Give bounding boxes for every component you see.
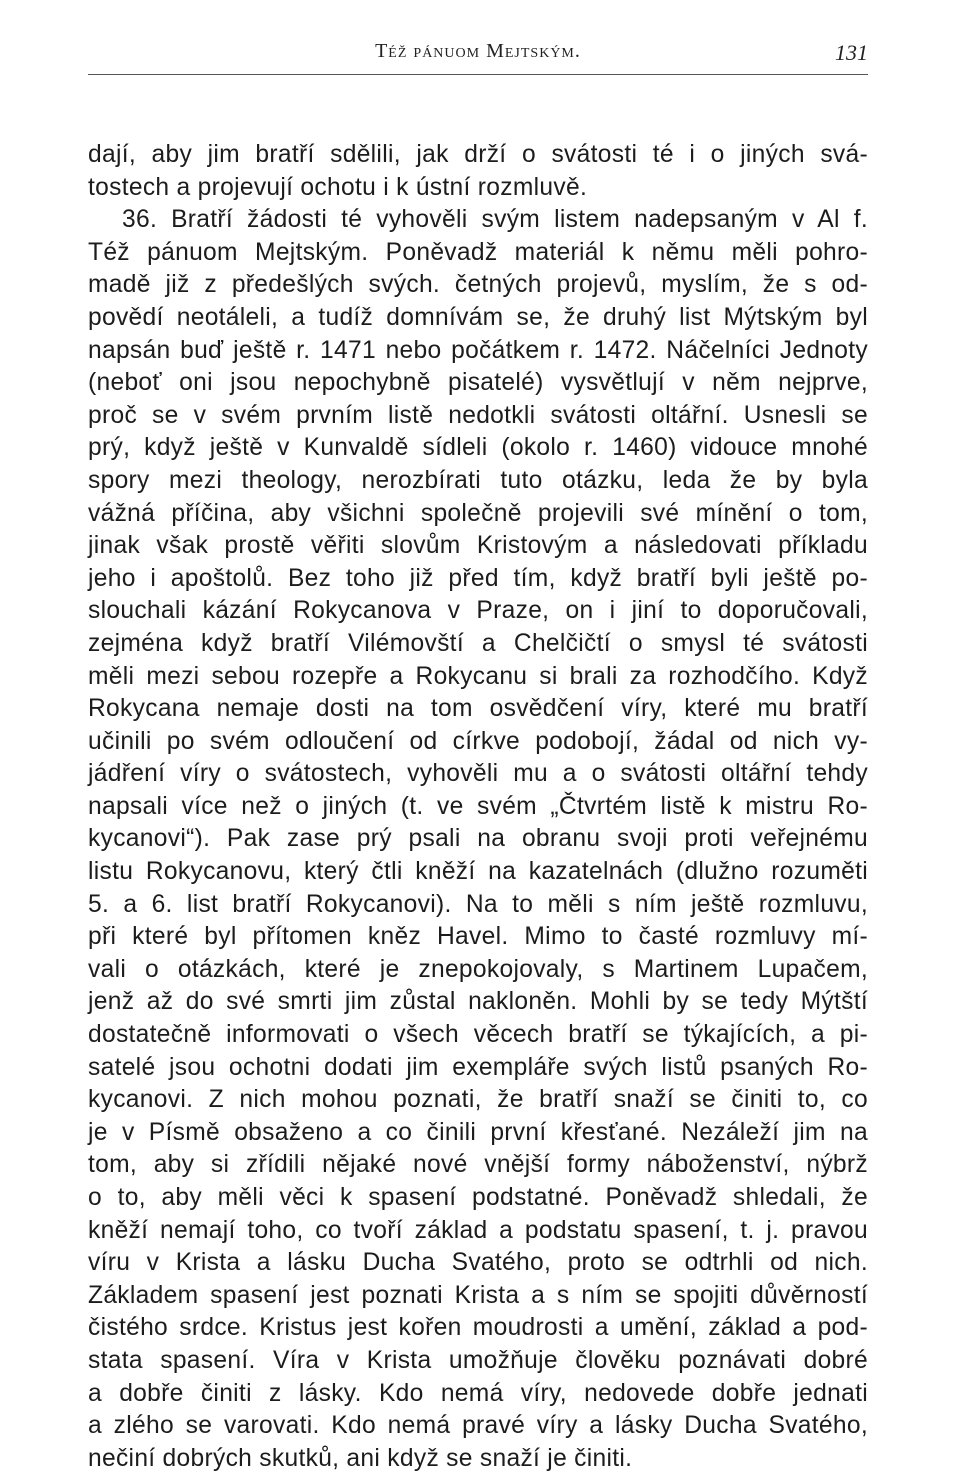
- text-line: jeho i apoštolů. Bez toho již před tím, když bratří byli ještě po-: [88, 564, 868, 592]
- text-line: proč se v svém prvním listě nedotkli svátosti oltářní. Usnesli se: [88, 401, 868, 429]
- text-line: 36. Bratří žádosti té vyhověli svým listem nadepsaným v Al f.: [122, 206, 868, 234]
- text-line: satelé jsou ochotni dodati jim exempláře svých listů psaných Ro-: [88, 1053, 868, 1081]
- text-line: kněží nemají toho, co tvoří základ a podstatu spasení, t. j. pravou: [88, 1216, 868, 1244]
- header-rule: [88, 74, 868, 75]
- text-line: zejména když bratří Vilémovští a Chelčičtí o smysl té svátosti: [88, 629, 868, 657]
- body-text: [88, 139, 868, 1475]
- text-line: a zlého se varovati. Kdo nemá pravé víry a lásky Ducha Svatého,: [88, 1412, 868, 1440]
- text-line: slouchali kázání Rokycanova v Praze, on i jiní to doporučovali,: [88, 597, 868, 625]
- text-line: stata spasení. Víra v Krista umožňuje člověku poznávati dobré: [88, 1346, 868, 1374]
- text-line: měli mezi sebou rozepře a Rokycanu si brali za rozhodčího. Když: [88, 662, 868, 690]
- text-line: a dobře činiti z lásky. Kdo nemá víry, nedovede dobře jednati: [88, 1379, 868, 1407]
- text-line: víru v Krista a lásku Ducha Svatého, proto se odtrhli od nich.: [88, 1249, 868, 1277]
- text-line: Základem spasení jest poznati Krista a s ním se spojiti důvěrností: [88, 1281, 868, 1309]
- text-line: je v Písmě obsaženo a co činili první křesťané. Nezáleží jim na: [88, 1118, 868, 1146]
- running-head: [88, 40, 868, 76]
- text-line: (neboť oni jsou nepochybně pisatelé) vysvětlují v něm nejprve,: [88, 369, 868, 397]
- text-line: madě již z předešlých svých. četných projevů, myslím, že s od-: [88, 271, 868, 299]
- running-title: Též pánuom Mejtským.: [375, 40, 581, 62]
- text-line: o to, aby měli věci k spasení podstatné. Poněvadž shledali, že: [88, 1184, 868, 1211]
- text-line: spory mezi theology, nerozbírati tuto otázku, leda že by byla: [88, 466, 868, 494]
- text-line: dají, aby jim bratří sdělili, jak drží o svátosti té i o jiných svá-: [88, 141, 868, 168]
- text-line: Též pánuom Mejtským. Poněvadž materiál k němu měli pohro-: [88, 238, 868, 266]
- text-line: listu Rokycanovu, který čtli kněží na kazatelnách (dlužno rozuměti: [88, 858, 868, 886]
- text-line: vážná příčina, aby všichni společně projevili své mínění o tom,: [88, 499, 868, 527]
- text-line: tostech a projevují ochotu i k ústní rozmluvě.: [88, 173, 588, 201]
- text-line: jádření víry o svátostech, vyhověli mu a o svátosti oltářní tehdy: [88, 760, 868, 788]
- page-number: 131: [835, 40, 868, 65]
- text-line: Rokycana nemaje dosti na tom osvědčení víry, které mu bratří: [88, 695, 868, 723]
- text-line: kycanovi“). Pak zase prý psali na obranu svoji proti veřejnému: [88, 825, 868, 853]
- text-line: jinak však prostě věřiti slovům Kristovým a následovati příkladu: [88, 532, 868, 560]
- text-line: dostatečně informovati o všech věcech bratří se týkajících, a pi-: [88, 1021, 868, 1049]
- text-line: napsán buď ještě r. 1471 nebo počátkem r. 1472. Náčelníci Jednoty: [88, 336, 868, 364]
- text-line: prý, když ještě v Kunvaldě sídleli (okolo r. 1460) vidouce mnohé: [88, 434, 868, 462]
- text-line: nečiní dobrých skutků, ani když se snaží je činiti.: [88, 1444, 633, 1472]
- text-line: povědí neotáleli, a tudíž domnívám se, že druhý list Mýtským byl: [88, 303, 868, 331]
- text-line: jenž až do své smrti jim zůstal nakloněn. Mohli by se tedy Mýtští: [88, 988, 868, 1016]
- text-line: čistého srdce. Kristus jest kořen moudrosti a umění, základ a pod-: [88, 1314, 868, 1342]
- text-line: učinili po svém odloučení od církve podobojí, žádal od nich vy-: [88, 727, 868, 755]
- text-line: kycanovi. Z nich mohou poznati, že bratří snaží se činiti to, co: [88, 1086, 868, 1114]
- text-line: napsali více než o jiných (t. ve svém „Čtvrtém listě k mistru Ro-: [88, 792, 868, 820]
- text-line: tom, aby si zřídili nějaké nové vnější formy náboženství, nýbrž: [88, 1151, 868, 1179]
- text-line: při které byl přítomen kněz Havel. Mimo to časté rozmluvy mí-: [88, 923, 868, 951]
- text-line: vali o otázkách, které je znepokojovaly, s Martinem Lupačem,: [88, 955, 868, 983]
- text-line: 5. a 6. list bratří Rokycanovi). Na to měli s ním ještě rozmluvu,: [88, 890, 868, 918]
